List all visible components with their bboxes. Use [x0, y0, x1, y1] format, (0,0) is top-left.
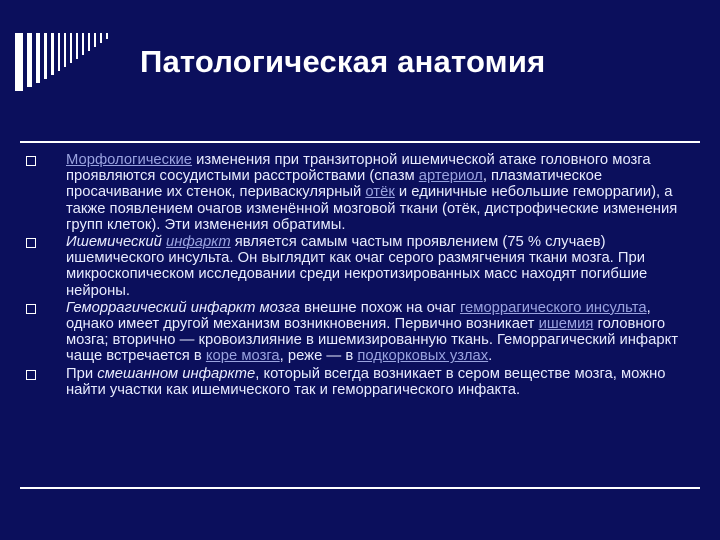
decorative-bar [70, 33, 72, 63]
slide-title: Патологическая анатомия [140, 44, 546, 79]
hyperlink[interactable]: ишемия [538, 316, 594, 333]
decorative-bar [82, 33, 84, 55]
bullet-text: изменения при транзиторной ишемической атаке головного мозга проявляются сосудистыми расстройствами (спазм [66, 152, 651, 185]
bullet-text: , который всегда возникает в сером веществе мозга, можно найти участки как ишемического так и геморрагического инфакта. [66, 365, 666, 398]
hyperlink[interactable]: геморрагического инсульта [459, 299, 647, 316]
bullet-text: является самым частым проявлением (75 % случаев) ишемического инсульта. Он выглядит как очаг серого размягчения ткани мозга. При микроскопическом исследовании среди некротизированных масс находят погибшие нейроны. [66, 234, 648, 299]
decorative-bar [88, 33, 90, 51]
bullet-square-icon [26, 304, 36, 314]
hyperlink[interactable]: инфаркт [165, 234, 231, 251]
decorative-bar [100, 33, 102, 43]
bullet-text: Ишемический [66, 234, 166, 251]
hyperlink[interactable]: коре мозга [205, 348, 280, 365]
hyperlink[interactable]: подкорковых узлах [357, 348, 489, 365]
decorative-bar [64, 33, 66, 67]
bullet-text: головного мозга; вторично — кровоизлияние в ишемизированную ткань. Геморрагический инфаркт чаще встречается в [66, 316, 678, 365]
bullet-text: и единичные небольшие геморрагии), а также появлением очагов изменённой мозговой ткани (отёк, дистрофические изменения групп клеток). Эти изменения обратимы. [66, 184, 678, 233]
decorative-bar [106, 33, 108, 39]
top-divider [20, 141, 700, 143]
bullet-item [26, 152, 702, 233]
decorative-bar [58, 33, 60, 71]
decorative-bars [15, 33, 125, 93]
decorative-bar [15, 33, 23, 91]
bullet-text: Геморрагический инфаркт мозга [66, 299, 300, 316]
decorative-bar [36, 33, 40, 83]
bullet-text: При [66, 365, 98, 382]
decorative-bar [51, 33, 54, 75]
bullet-text: смешанном инфаркте [97, 365, 256, 382]
bullet-square-icon [26, 238, 36, 248]
bullet-item [26, 366, 702, 398]
bullet-text: . [488, 348, 493, 365]
bullet-text: , плазматическое просачивание их стенок, периваскулярный [66, 168, 603, 201]
decorative-bar [94, 33, 96, 47]
hyperlink[interactable]: артериол [418, 168, 483, 185]
decorative-bar [76, 33, 78, 59]
bullet-list [26, 152, 702, 398]
bullet-text: внешне похож на очаг [299, 299, 460, 316]
bullet-item [26, 234, 702, 299]
decorative-bar [27, 33, 32, 87]
bullet-square-icon [26, 156, 36, 166]
decorative-bar [44, 33, 47, 79]
bullet-item [26, 300, 702, 365]
hyperlink[interactable]: отёк [365, 184, 395, 201]
bullet-text: , реже — в [279, 348, 358, 365]
bullet-square-icon [26, 370, 36, 380]
bullet-text: , однако имеет другой механизм возникновения. Первично возникает [66, 299, 651, 333]
hyperlink[interactable]: Морфологические [66, 152, 193, 168]
bottom-divider [20, 487, 700, 489]
